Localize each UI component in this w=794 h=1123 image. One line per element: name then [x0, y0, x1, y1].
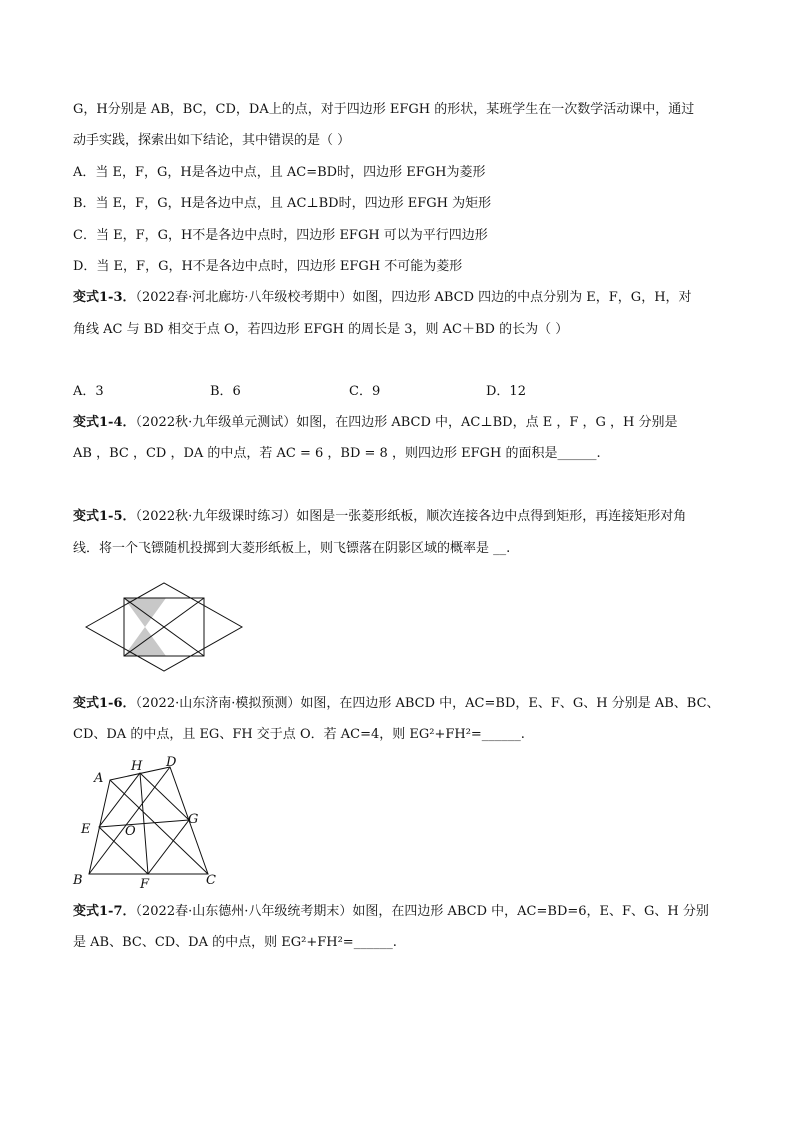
question-label: 变式1-5． [73, 509, 136, 524]
option-d: D．当 E，F，G，H不是各边中点时，四边形 EFGH 不可能为菱形 [73, 259, 463, 274]
label-g: G [188, 812, 199, 827]
option-a: A．3 [73, 384, 104, 399]
question-text: （2022春·山东德州·八年级统考期末）如图，在四边形 ABCD 中，AC=BD=6，E、F、G、H 分别 [135, 904, 709, 919]
option-a: A．当 E，F，G，H是各边中点，且 AC=BD时，四边形 EFGH为菱形 [73, 165, 486, 180]
question-text: （2022秋·九年级单元测试）如图，在四边形 ABCD 中，AC⊥BD，点 E ，F ，G ，H 分别是 [135, 415, 678, 430]
label-f: F [140, 877, 150, 892]
label-b: B [73, 873, 83, 888]
question-1-3-options [73, 382, 773, 402]
label-a: A [94, 771, 104, 786]
option-b: B．当 E，F，G，H是各边中点，且 AC⊥BD时，四边形 EFGH 为矩形 [73, 196, 492, 211]
question-1-3-line2: 角线 AC 与 BD 相交于点 O，若四边形 EFGH 的周长是 3，则 AC＋BD 的长为（ ） [73, 322, 569, 337]
label-d: D [166, 755, 177, 770]
question-label: 变式1-4． [73, 415, 136, 430]
question-text: （2022春·河北廊坊·八年级校考期中）如图，四边形 ABCD 四边的中点分别为 E，F，G，H，对 [135, 290, 692, 305]
question-1-3-line1 [73, 288, 692, 308]
question-1-6-line1 [73, 694, 720, 714]
option-b: B．6 [210, 384, 241, 399]
question-label: 变式1-7． [73, 904, 136, 919]
label-c: C [206, 873, 216, 888]
quadrilateral-figure [70, 753, 230, 893]
question-label: 变式1-6． [73, 696, 136, 711]
option-c: C．9 [349, 384, 381, 399]
question-1-7-line1 [73, 902, 709, 922]
question-1-4-line1 [73, 413, 677, 433]
question-text: 动手实践，探索出如下结论，其中错误的是（ ） [73, 133, 351, 148]
question-text: G，H分别是 AB，BC，CD，DA上的点，对于四边形 EFGH 的形状，某班学生在一次数学活动课中，通过 [73, 102, 695, 117]
option-c: C．当 E，F，G，H不是各边中点时，四边形 EFGH 可以为平行四边形 [73, 228, 488, 243]
question-label: 变式1-3． [73, 290, 136, 305]
question-text: （2022秋·九年级课时练习）如图是一张菱形纸板，顺次连接各边中点得到矩形，再连接矩形对角 [135, 509, 687, 524]
question-1-4-line2: AB ，BC ，CD ，DA 的中点，若 AC = 6 ，BD = 8 ，则四边形 EFGH 的面积是______. [73, 446, 601, 461]
question-1-5-line2: 线．将一个飞镖随机投掷到大菱形纸板上，则飞镖落在阴影区域的概率是 __. [73, 541, 511, 556]
label-h: H [131, 759, 143, 774]
question-1-7-line2: 是 AB、BC、CD、DA 的中点，则 EG²+FH²=______. [73, 935, 397, 950]
rhombus-figure [84, 581, 246, 675]
option-d: D．12 [486, 384, 526, 399]
question-1-5-line1 [73, 507, 686, 527]
label-e: E [81, 822, 91, 837]
label-o: O [125, 824, 136, 839]
question-text: （2022·山东济南·模拟预测）如图，在四边形 ABCD 中，AC=BD，E、F、G、H 分别是 AB、BC、 [135, 696, 720, 711]
question-1-6-line2: CD、DA 的中点，且 EG、FH 交于点 O．若 AC=4，则 EG²+FH²=______. [73, 727, 525, 742]
